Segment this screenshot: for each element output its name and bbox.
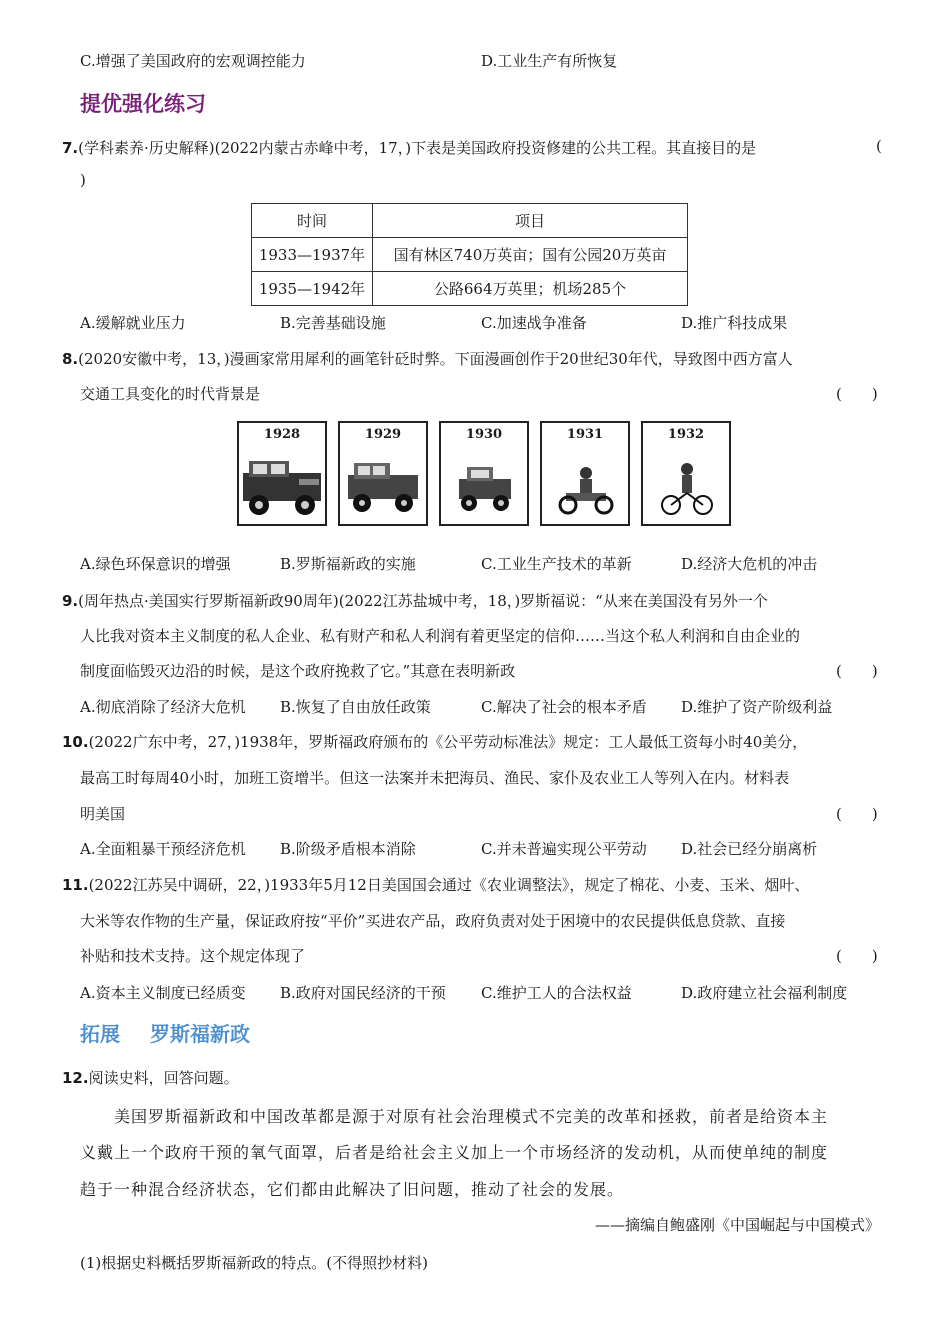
q11-text: (2022江苏吴中调研，22，)1933年5月12日美国国会通过《农业调整法》，规定了棉花、小麦、玉米、烟叶、: [88, 876, 810, 894]
q6-option-c: C.增强了美国政府的宏观调控能力: [80, 52, 306, 70]
q8-text: (2020安徽中考，13，)漫画家常用犀利的画笔针砭时弊。下面漫画创作于20世纪30年代，导致图中西方富人: [78, 350, 793, 368]
comic-panel-1929: [338, 421, 428, 526]
table-header-time: 时间: [252, 204, 373, 238]
q12-number: 12.: [62, 1069, 89, 1087]
q8-option-c: C.工业生产技术的革新: [481, 555, 632, 573]
section-heading-extension: [80, 1018, 250, 1047]
comic-panel-1931: [540, 421, 630, 526]
table-row: [252, 238, 688, 272]
q10-option-a: A.全面粗暴干预经济危机: [80, 840, 246, 858]
table-cell: 国有林区740万英亩；国有公园20万英亩: [373, 238, 688, 272]
table-cell: 1933—1937年: [252, 238, 373, 272]
q9-stem-line3: 制度面临毁灭边沿的时候，是这个政府挽救了它。”其意在表明新政: [80, 662, 516, 680]
q10-answer-paren: ( ): [836, 805, 878, 823]
section-label: 拓展: [80, 1022, 120, 1046]
table-header-project: 项目: [373, 204, 688, 238]
q8-option-d: D.经济大危机的冲击: [681, 555, 818, 573]
q8-stem-line1: [62, 348, 793, 369]
q7-option-d: D.推广科技成果: [681, 314, 788, 332]
q8-answer-paren: ( ): [836, 385, 878, 403]
q10-option-b: B.阶级矛盾根本消除: [280, 840, 416, 858]
q12-source: ——摘编自鲍盛刚《中国崛起与中国模式》: [594, 1216, 880, 1234]
q7-option-b: B.完善基础设施: [280, 314, 386, 332]
q9-text: (周年热点·美国实行罗斯福新政90周年)(2022江苏盐城中考，18，)罗斯福说：“从来在美国没有另外一个: [78, 592, 768, 610]
q11-option-d: D.政府建立社会福利制度: [681, 984, 848, 1002]
table-header-row: [252, 204, 688, 238]
q12-stem: [62, 1067, 239, 1088]
q11-option-b: B.政府对国民经济的干预: [280, 984, 446, 1002]
q10-text: (2022广东中考，27，)1938年，罗斯福政府颁布的《公平劳动标准法》规定：工人最低工资每小时40美分，: [88, 733, 808, 751]
q11-option-a: A.资本主义制度已经质变: [80, 984, 246, 1002]
q12-intro: 阅读史料，回答问题。: [88, 1069, 239, 1087]
q9-option-c: C.解决了社会的根本矛盾: [481, 698, 647, 716]
q12-passage-line3: 趋于一种混合经济状态，它们都由此解决了旧问题，推动了社会的发展。: [80, 1180, 625, 1199]
q7-number: 7.: [62, 139, 79, 157]
q7-paren-open: (: [876, 137, 882, 155]
q6-option-d: D.工业生产有所恢复: [481, 52, 618, 70]
table-cell: 公路664万英里；机场285个: [373, 272, 688, 306]
comic-year: 1928: [263, 427, 301, 442]
q7-table: [251, 203, 688, 306]
q12-passage-line1: 美国罗斯福新政和中国改革都是源于对原有社会治理模式不完美的改革和拯救，前者是给资本主: [114, 1107, 829, 1126]
section-heading-practice: 提优强化练习: [80, 92, 206, 116]
comic-panel-1932: [641, 421, 731, 526]
q7-stem: [62, 137, 756, 158]
comic-year: 1929: [364, 427, 402, 442]
q10-stem-line1: [62, 731, 807, 752]
table-row: [252, 272, 688, 306]
q7-option-c: C.加速战争准备: [481, 314, 587, 332]
q7-text: (学科素养·历史解释)(2022内蒙古赤峰中考，17，)下表是美国政府投资修建的公共工程。其直接目的是: [78, 139, 757, 157]
section-title: 罗斯福新政: [150, 1022, 250, 1046]
q8-stem-line2: 交通工具变化的时代背景是: [80, 385, 261, 403]
small-car-drawing: [441, 423, 527, 524]
comic-panel-1930: [439, 421, 529, 526]
q11-number: 11.: [62, 876, 89, 894]
q10-number: 10.: [62, 733, 89, 751]
limousine-drawing: [239, 423, 325, 524]
table-cell: 1935—1942年: [252, 272, 373, 306]
q12-passage-line2: 义戴上一个政府干预的氧气面罩，后者是给社会主义加上一个市场经济的发动机，从而使单纯的制度: [80, 1143, 829, 1162]
q11-option-c: C.维护工人的合法权益: [481, 984, 632, 1002]
q11-stem-line2: 大米等农作物的生产量，保证政府按“平价”买进农产品，政府负责对处于困境中的农民提供低息贷款、直接: [80, 912, 786, 930]
q8-option-b: B.罗斯福新政的实施: [280, 555, 416, 573]
q7-option-a: A.缓解就业压力: [80, 314, 186, 332]
q11-answer-paren: ( ): [836, 947, 878, 965]
q7-paren-close: ): [80, 171, 86, 189]
comic-year: 1931: [566, 427, 604, 442]
comic-panel-1928: [237, 421, 327, 526]
q9-option-d: D.维护了资产阶级利益: [681, 698, 833, 716]
q10-option-d: D.社会已经分崩离析: [681, 840, 818, 858]
motorcycle-drawing: [542, 423, 628, 524]
comic-year: 1932: [667, 427, 705, 442]
q11-stem-line1: [62, 874, 809, 895]
q11-stem-line3: 补贴和技术支持。这个规定体现了: [80, 947, 306, 965]
q10-option-c: C.并未普遍实现公平劳动: [481, 840, 647, 858]
q9-number: 9.: [62, 592, 79, 610]
q12-subquestion-1: (1)根据史料概括罗斯福新政的特点。(不得照抄材料): [80, 1254, 428, 1272]
q8-option-a: A.绿色环保意识的增强: [80, 555, 231, 573]
q9-option-a: A.彻底消除了经济大危机: [80, 698, 246, 716]
q9-answer-paren: ( ): [836, 662, 878, 680]
q10-stem-line3: 明美国: [80, 805, 126, 823]
q9-stem-line2: 人比我对资本主义制度的私人企业、私有财产和私人利润有着更坚定的信仰……当这个私人利润和自由企业的: [80, 627, 801, 645]
q9-stem-line1: [62, 590, 768, 611]
q10-stem-line2: 最高工时每周40小时，加班工资增半。但这一法案并未把海员、渔民、家仆及农业工人等列入在内。材料表: [80, 769, 790, 787]
bicycle-drawing: [643, 423, 729, 524]
comic-year: 1930: [465, 427, 503, 442]
car-drawing: [340, 423, 426, 524]
q9-option-b: B.恢复了自由放任政策: [280, 698, 431, 716]
q8-number: 8.: [62, 350, 79, 368]
